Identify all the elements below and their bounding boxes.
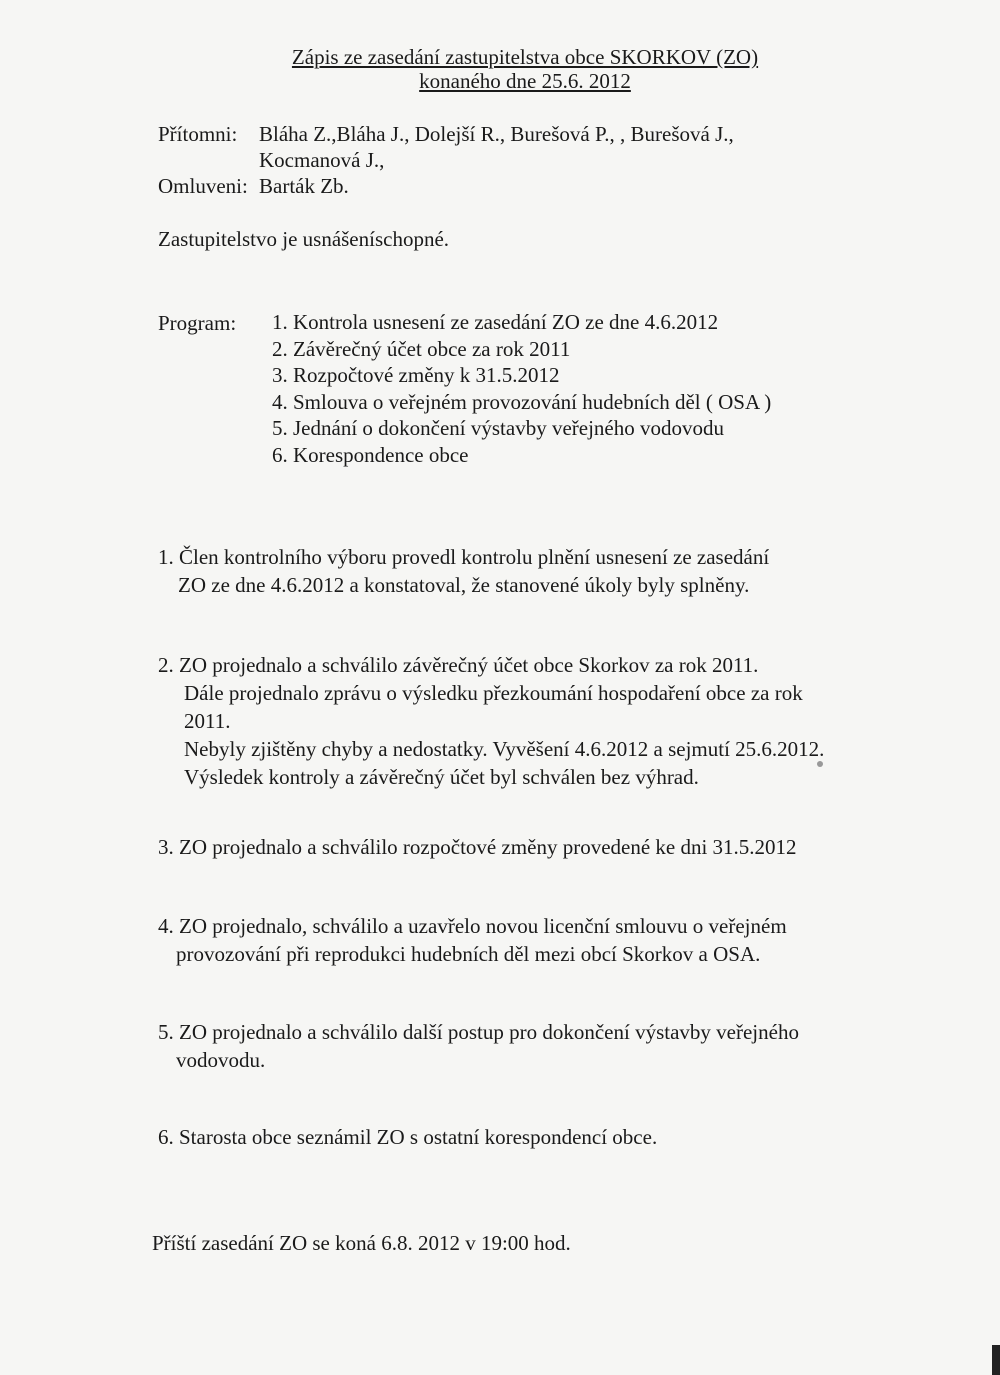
resolution-4 [158, 912, 787, 968]
resolution-line: 2011. [184, 709, 231, 733]
resolution-3 [158, 833, 797, 861]
program-item: 6. Korespondence obce [272, 442, 469, 467]
next-meeting: Příští zasedání ZO se koná 6.8. 2012 v 19:00 hod. [152, 1231, 571, 1255]
present-names: Bláha Z.,Bláha J., Dolejší R., Burešová P., , Burešová J., [259, 122, 734, 146]
resolution-line: vodovodu. [176, 1048, 266, 1072]
program-label: Program: [158, 311, 237, 335]
program-item: 1. Kontrola usnesení ze zasedání ZO ze dne 4.6.2012 [272, 310, 719, 334]
resolution-line: 3. ZO projednalo a schválilo rozpočtové změny provedené ke dni 31.5.2012 [158, 835, 797, 859]
program-item: 3. Rozpočtové změny k 31.5.2012 [272, 363, 560, 387]
present-names-cont: Kocmanová J., [259, 148, 385, 172]
resolution-line: 5. ZO projednalo a schválilo další postup pro dokončení výstavby veřejného [158, 1020, 799, 1044]
scan-edge-mark [992, 1345, 1000, 1375]
resolution-line: provozování při reprodukci hudebních děl mezi obcí Skorkov a OSA. [176, 942, 761, 966]
document-title: Zápis ze zasedání zastupitelstva obce SKORKOV (ZO) [291, 45, 759, 69]
present-label: Přítomni: [158, 122, 238, 146]
document-subtitle: konaného dne 25.6. 2012 [419, 69, 631, 93]
program-item: 4. Smlouva o veřejném provozování hudebních děl ( OSA ) [272, 389, 772, 414]
excused-label: Omluveni: [158, 174, 248, 198]
excused-names: Barták Zb. [259, 174, 349, 198]
program-item: 2. Závěrečný účet obce za rok 2011 [272, 336, 571, 361]
resolution-line: Nebyly zjištěny chyby a nedostatky. Vyvěšení 4.6.2012 a sejmutí 25.6.2012. [184, 737, 825, 761]
resolution-line: Dále projednalo zprávu o výsledku přezkoumání hospodaření obce za rok [184, 681, 803, 705]
program-item: 5. Jednání o dokončení výstavby veřejného vodovodu [272, 416, 724, 440]
quorum-statement: Zastupitelstvo je usnášeníschopné. [158, 227, 450, 251]
resolution-5 [158, 1018, 799, 1074]
resolution-6 [158, 1123, 657, 1151]
resolution-line: 2. ZO projednalo a schválilo závěrečný účet obce Skorkov za rok 2011. [158, 653, 759, 677]
resolution-line: 1. Člen kontrolního výboru provedl kontrolu plnění usnesení ze zasedání [158, 545, 770, 569]
resolution-line: 4. ZO projednalo, schválilo a uzavřelo novou licenční smlouvu o veřejném [158, 914, 787, 938]
resolution-line: ZO ze dne 4.6.2012 a konstatoval, že stanovené úkoly byly splněny. [178, 573, 750, 597]
program-list [272, 309, 771, 468]
resolution-line: 6. Starosta obce seznámil ZO s ostatní korespondencí obce. [158, 1125, 658, 1149]
scan-speck [817, 761, 823, 767]
resolution-line: Výsledek kontroly a závěrečný účet byl schválen bez výhrad. [184, 765, 699, 789]
resolution-1 [158, 543, 769, 599]
resolution-2 [158, 651, 824, 791]
